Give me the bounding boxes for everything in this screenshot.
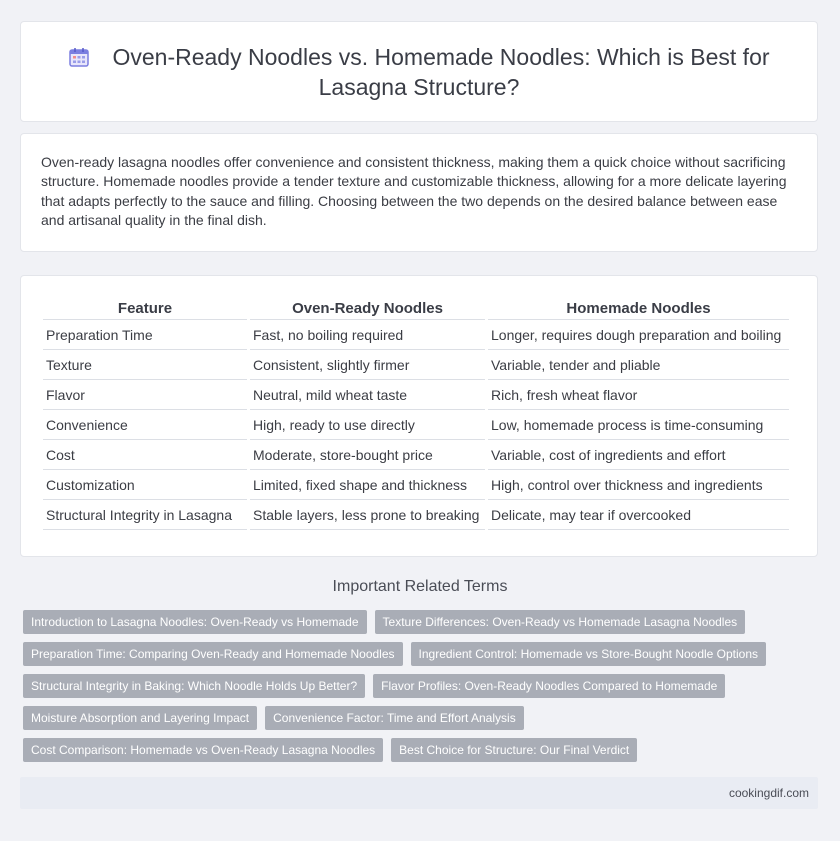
related-term-tag[interactable]: Introduction to Lasagna Noodles: Oven-Ready vs Homemade [23,610,367,634]
table-cell: Customization [43,472,247,500]
table-cell: Longer, requires dough preparation and boiling [488,322,789,350]
table-cell: Structural Integrity in Lasagna [43,502,247,530]
table-cell: Rich, fresh wheat flavor [488,382,789,410]
footer-site-link[interactable]: cookingdif.com [728,786,809,800]
table-row [43,382,789,410]
tag-row [23,642,823,666]
related-term-tag[interactable]: Texture Differences: Oven-Ready vs Homemade Lasagna Noodles [375,610,746,634]
related-term-tag[interactable]: Moisture Absorption and Layering Impact [23,706,257,730]
intro-card [20,133,818,252]
table-cell: Consistent, slightly firmer [250,352,485,380]
table-row [43,502,789,530]
table-cell: Neutral, mild wheat taste [250,382,485,410]
related-terms-heading: Important Related Terms [332,578,508,595]
header-feature: Feature [43,298,247,320]
table-row [43,322,789,350]
header-oven-ready: Oven-Ready Noodles [250,298,485,320]
table-row [43,442,789,470]
related-term-tag[interactable]: Convenience Factor: Time and Effort Analysis [265,706,524,730]
page-title [21,42,817,102]
page-title-text: Oven-Ready Noodles vs. Homemade Noodles: Which is Best for Lasagna Structure? [112,43,770,100]
table-cell: Fast, no boiling required [250,322,485,350]
related-term-tag[interactable]: Ingredient Control: Homemade vs Store-Bought Noodle Options [411,642,767,666]
table-cell: Variable, tender and pliable [488,352,789,380]
calendar-icon [68,46,90,68]
related-term-tag[interactable]: Flavor Profiles: Oven-Ready Noodles Compared to Homemade [373,674,725,698]
title-card [20,21,818,122]
table-cell: Limited, fixed shape and thickness [250,472,485,500]
table-cell: High, control over thickness and ingredients [488,472,789,500]
table-cell: Delicate, may tear if overcooked [488,502,789,530]
related-terms-list [23,610,823,770]
table-cell: Preparation Time [43,322,247,350]
table-row [43,472,789,500]
table-cell: Stable layers, less prone to breaking [250,502,485,530]
comparison-table-card [20,275,818,557]
table-cell: High, ready to use directly [250,412,485,440]
table-cell: Flavor [43,382,247,410]
comparison-table [40,296,792,532]
related-term-tag[interactable]: Structural Integrity in Baking: Which Noodle Holds Up Better? [23,674,365,698]
related-term-tag[interactable]: Preparation Time: Comparing Oven-Ready and Homemade Noodles [23,642,403,666]
related-term-tag[interactable]: Cost Comparison: Homemade vs Oven-Ready Lasagna Noodles [23,738,383,762]
table-cell: Cost [43,442,247,470]
header-homemade: Homemade Noodles [488,298,789,320]
tag-row [23,738,823,762]
tag-row [23,610,823,634]
table-cell: Low, homemade process is time-consuming [488,412,789,440]
table-header-row [43,298,789,320]
table-cell: Variable, cost of ingredients and effort [488,442,789,470]
table-cell: Convenience [43,412,247,440]
intro-paragraph: Oven-ready lasagna noodles offer convenience and consistent thickness, making them a quick choice without sacrificing structure. Homemade noodles provide a tender texture and customizable thickness, allowing for a more delicate layering that adapts perfectly to the sauce and filling. Choosing between the two depends on the desired balance between ease and artisanal quality in the final dish. [41,154,787,229]
table-cell: Moderate, store-bought price [250,442,485,470]
related-term-tag[interactable]: Best Choice for Structure: Our Final Verdict [391,738,637,762]
table-row [43,352,789,380]
footer [20,777,818,809]
table-row [43,412,789,440]
tag-row [23,706,823,730]
tag-row [23,674,823,698]
table-cell: Texture [43,352,247,380]
